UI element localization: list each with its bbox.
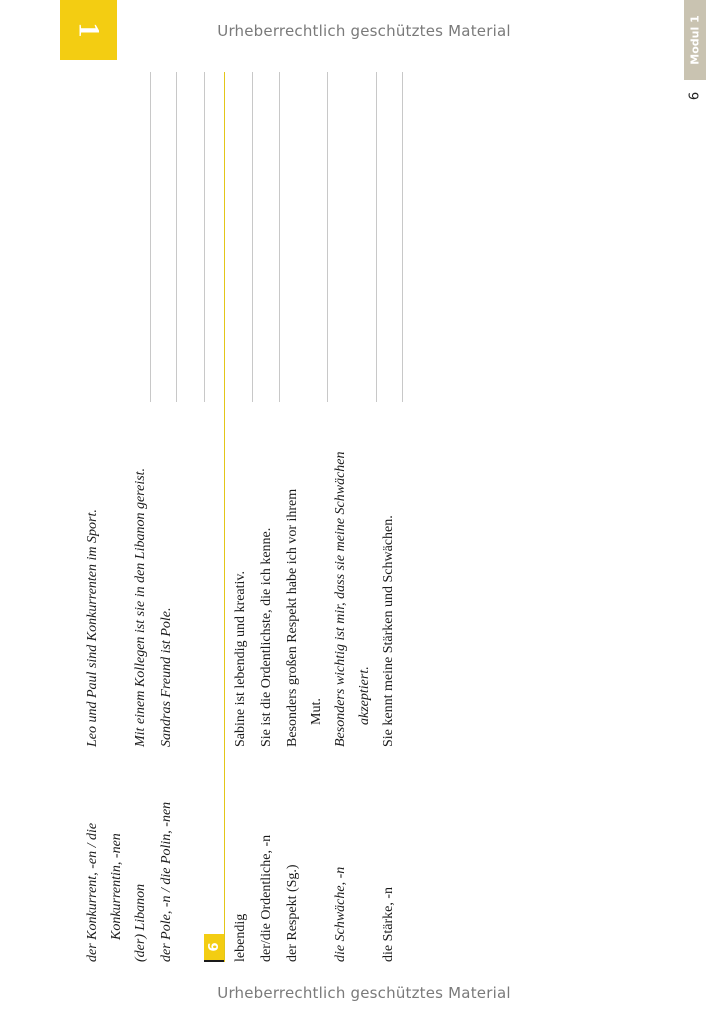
vocab-example: Leo und Paul sind Konkurrenten im Sport.	[85, 509, 100, 747]
section-number-badge: 6	[204, 934, 224, 962]
vocab-example: Besonders großen Respekt habe ich vor ihrem	[285, 488, 300, 747]
vocab-example: Mit einem Kollegen ist sie in den Libanon gereist.	[133, 467, 148, 747]
answer-line	[327, 72, 328, 402]
copyright-watermark-bottom: Urheberrechtlich geschütztes Material	[217, 984, 511, 1002]
vocab-term-continuation: Konkurrentin, -nen	[109, 833, 124, 940]
vocab-example: Sie kennt meine Stärken und Schwächen.	[381, 515, 396, 747]
copyright-watermark-top: Urheberrechtlich geschütztes Material	[217, 22, 511, 40]
vocab-example-continuation: akzeptiert.	[357, 666, 372, 725]
vocab-term: die Schwäche, -n	[333, 866, 348, 962]
vocab-term: der Konkurrent, -en / die	[85, 822, 100, 962]
vocabulary-list	[80, 72, 420, 962]
vocab-example-continuation: Mut.	[309, 698, 324, 725]
vocab-term: (der) Libanon	[133, 883, 148, 962]
answer-line	[150, 72, 151, 402]
vocab-term: der Pole, -n / die Polin, -nen	[159, 801, 174, 962]
vocab-term: lebendig	[233, 913, 248, 962]
module-label: Modul 1	[688, 15, 702, 65]
vocab-term: der/die Ordentliche, -n	[259, 834, 274, 962]
chapter-tab	[60, 0, 117, 60]
answer-line	[279, 72, 280, 402]
answer-line	[176, 72, 177, 402]
vocab-example: Sie ist die Ordentlichste, die ich kenne.	[259, 527, 274, 747]
vocab-term: die Stärke, -n	[381, 886, 396, 962]
answer-line	[204, 72, 205, 402]
answer-line	[252, 72, 253, 402]
page-number: 6	[687, 91, 703, 101]
answer-line	[376, 72, 377, 402]
vocab-example: Besonders wichtig ist mir, dass sie meine Schwächen	[333, 451, 348, 747]
chapter-number: 1	[72, 22, 106, 38]
section-divider	[224, 72, 225, 962]
vocab-example: Sabine ist lebendig und kreativ.	[233, 571, 248, 747]
answer-line	[402, 72, 403, 402]
vocab-example: Sandras Freund ist Pole.	[159, 607, 174, 747]
vocab-term: der Respekt (Sg.)	[285, 864, 300, 962]
